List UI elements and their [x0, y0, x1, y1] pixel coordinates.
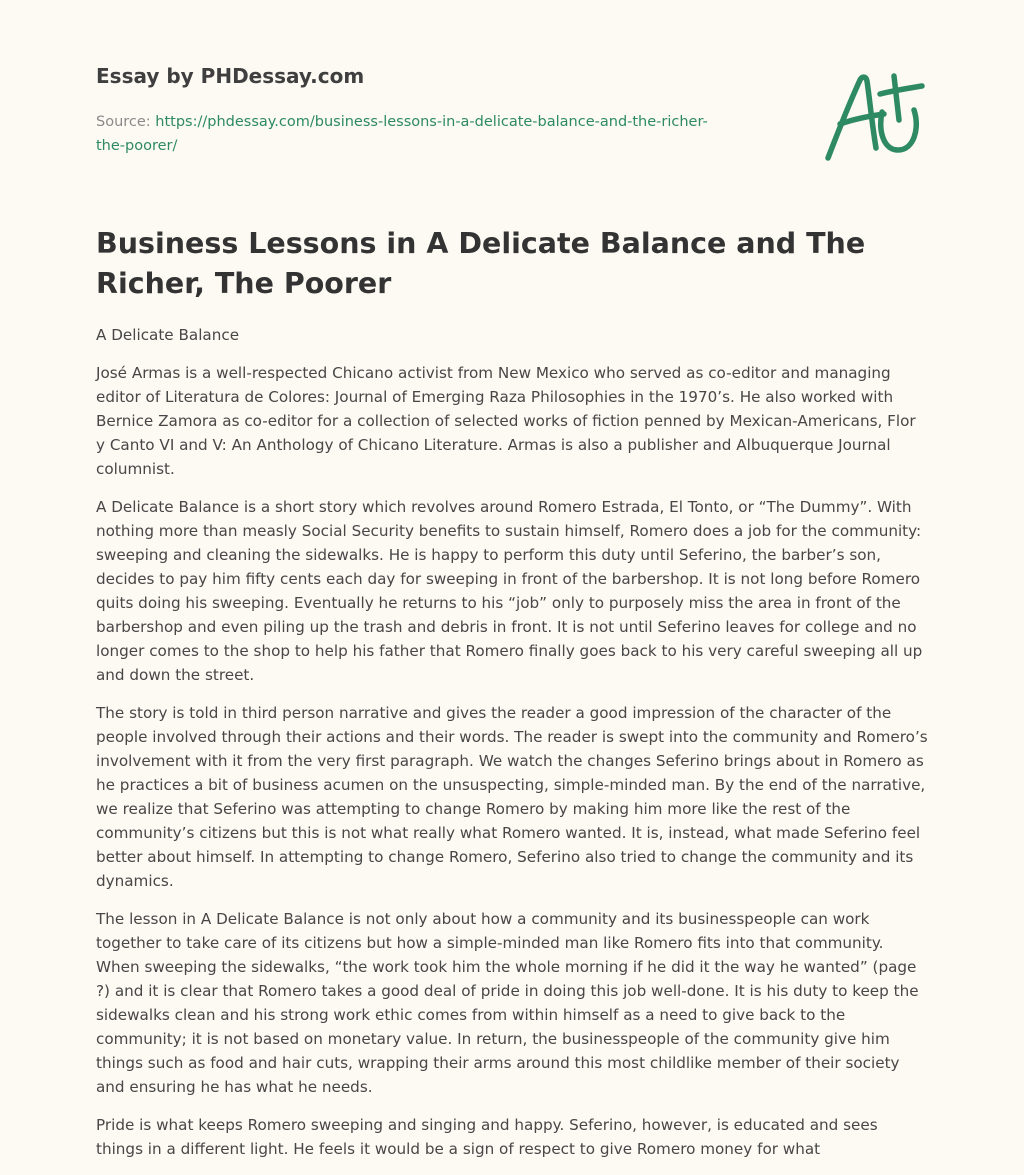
- page-header: [96, 0, 928, 200]
- paragraph: The story is told in third person narrative and gives the reader a good impression of the character of the people involved through their actions and their words. The reader is swept into the community and Romero’s involvement with it from the very first paragraph. We watch the changes Seferino brings about in Romero as he practices a bit of business acumen on the unsuspecting, simple-minded man. By the end of the narrative, we realize that Seferino was attempting to change Romero by making him more like the rest of the community’s citizens but this is not what really what Romero wanted. It is, instead, what made Seferino feel better about himself. In attempting to change Romero, Seferino also tried to change the community and its dynamics.: [96, 704, 928, 890]
- paragraph: José Armas is a well-respected Chicano activist from New Mexico who served as co-editor and managing editor of Literatura de Colores: Journal of Emerging Raza Philosophies in the 1970’s. He also worked with Bernice Zamora as co-editor for a collection of selected works of fiction penned by Mexican-Americans, Flor y Canto VI and V: An Anthology of Chicano Literature. Armas is also a publisher and Albuquerque Journal columnist.: [96, 364, 916, 478]
- source-link[interactable]: https://phdessay.com/business-lessons-in-a-delicate-balance-and-the-richer-the-poorer/: [96, 114, 708, 154]
- source-line: [96, 110, 736, 158]
- paragraph: A Delicate Balance is a short story which revolves around Romero Estrada, El Tonto, or “The Dummy”. With nothing more than measly Social Security benefits to sustain himself, Romero does a job for the community: sweeping and cleaning the sidewalks. He is happy to perform this duty until Seferino, the barber’s son, decides to pay him fifty cents each day for sweeping in front of the barbershop. It is not long before Romero quits doing his sweeping. Eventually he returns to his “job” only to purposely miss the area in front of the barbershop and even piling up the trash and debris in front. It is not until Seferino leaves for college and no longer comes to the shop to help his father that Romero finally goes back to his very careful sweeping all up and down the street.: [96, 498, 923, 684]
- essay-body: [96, 323, 928, 1175]
- essay-title: Business Lessons in A Delicate Balance and The Richer, The Poorer: [96, 227, 866, 300]
- paragraph: A Delicate Balance: [96, 326, 240, 344]
- site-title: Essay by PHDessay.com: [96, 64, 365, 88]
- paragraph: Pride is what keeps Romero sweeping and singing and happy. Seferino, however, is educated and sees things in a different light. He feels it would be a sign of respect to give Romero money for what: [96, 1116, 878, 1158]
- paragraph: The lesson in A Delicate Balance is not only about how a community and its businesspeople can work together to take care of its citizens but how a simple-minded man like Romero fits into that community. When sweeping the sidewalks, “the work took him the whole morning if he did it the way he wanted” (page ?) and it is clear that Romero takes a good deal of pride in doing this job well-done. It is his duty to keep the sidewalks clean and his strong work ethic comes from within himself as a need to give back to the community; it is not based on monetary value. In return, the businesspeople of the community give him things such as food and hair cuts, wrapping their arms around this most childlike member of their society and ensuring he has what he needs.: [96, 910, 919, 1096]
- a-plus-logo-icon: [822, 66, 932, 166]
- source-label: Source:: [96, 114, 151, 130]
